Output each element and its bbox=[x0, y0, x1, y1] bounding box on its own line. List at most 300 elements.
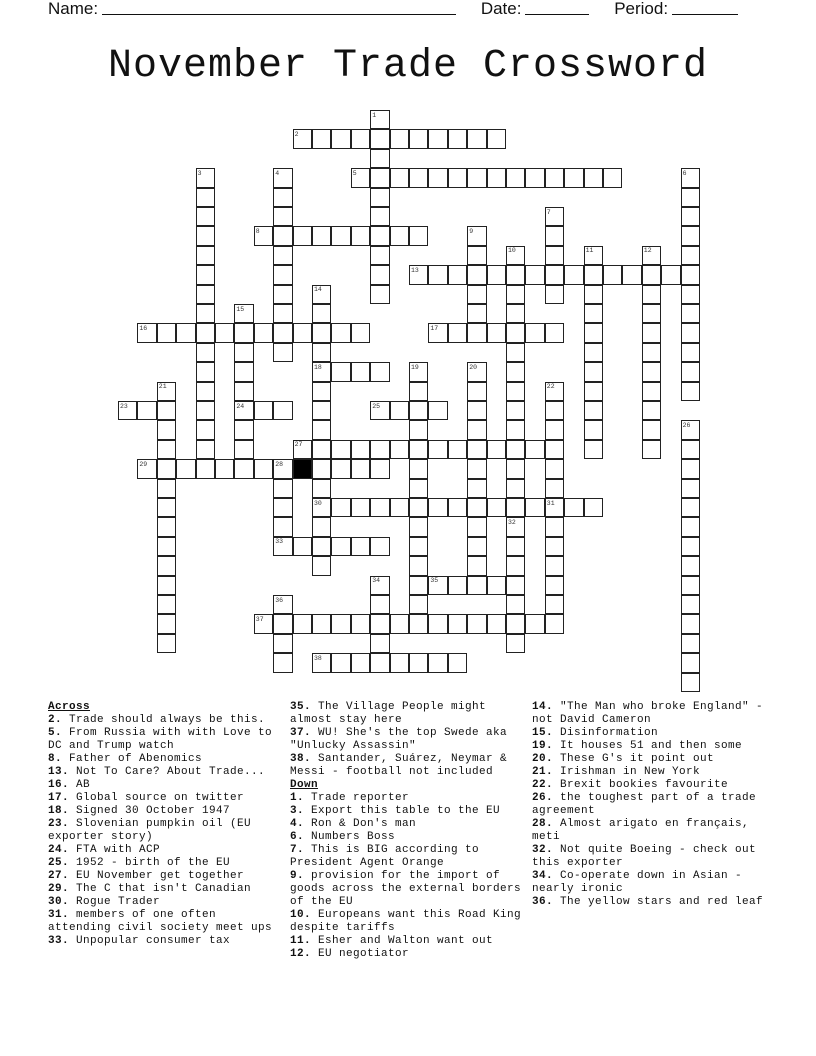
clue-item bbox=[290, 753, 526, 779]
clue-item bbox=[532, 753, 768, 766]
grid-cell[interactable] bbox=[428, 168, 447, 187]
grid-cell[interactable] bbox=[293, 226, 312, 245]
grid-cell[interactable] bbox=[312, 479, 331, 498]
grid-cell[interactable] bbox=[157, 634, 176, 653]
grid-cell[interactable] bbox=[273, 401, 292, 420]
grid-cell[interactable] bbox=[603, 168, 622, 187]
grid-cell[interactable] bbox=[642, 323, 661, 342]
grid-cell[interactable] bbox=[390, 440, 409, 459]
grid-cell[interactable] bbox=[157, 498, 176, 517]
grid-cell[interactable] bbox=[525, 498, 544, 517]
grid-cell[interactable] bbox=[681, 323, 700, 342]
grid-cell[interactable] bbox=[351, 537, 370, 556]
grid-cell[interactable] bbox=[409, 168, 428, 187]
grid-cell[interactable] bbox=[409, 459, 428, 478]
grid-cell[interactable] bbox=[370, 226, 389, 245]
grid-cell[interactable] bbox=[157, 556, 176, 575]
grid-cell[interactable] bbox=[448, 498, 467, 517]
grid-cell[interactable] bbox=[409, 556, 428, 575]
grid-cell[interactable] bbox=[370, 207, 389, 226]
grid-cell[interactable] bbox=[487, 323, 506, 342]
grid-cell[interactable] bbox=[273, 226, 292, 245]
grid-cell[interactable] bbox=[467, 265, 486, 284]
grid-cell[interactable] bbox=[642, 382, 661, 401]
grid-cell[interactable] bbox=[351, 653, 370, 672]
grid-cell[interactable] bbox=[681, 537, 700, 556]
grid-cell[interactable] bbox=[487, 498, 506, 517]
grid-cell[interactable] bbox=[642, 265, 661, 284]
grid-cell[interactable] bbox=[409, 517, 428, 536]
clue-item bbox=[532, 844, 768, 870]
grid-cell[interactable] bbox=[681, 440, 700, 459]
grid-cell[interactable] bbox=[196, 440, 215, 459]
grid-cell[interactable] bbox=[370, 537, 389, 556]
grid-cell[interactable] bbox=[312, 304, 331, 323]
grid-cell[interactable] bbox=[370, 246, 389, 265]
clue-item-number: 27. bbox=[48, 870, 70, 882]
grid-cell[interactable] bbox=[467, 420, 486, 439]
grid-cell[interactable] bbox=[331, 653, 350, 672]
grid-cell[interactable] bbox=[642, 343, 661, 362]
grid-cell[interactable] bbox=[661, 265, 680, 284]
grid-cell[interactable] bbox=[467, 440, 486, 459]
grid-cell[interactable] bbox=[157, 517, 176, 536]
grid-cell[interactable] bbox=[564, 265, 583, 284]
grid-cell[interactable] bbox=[681, 556, 700, 575]
clue-item-number: 22. bbox=[532, 779, 554, 791]
grid-cell[interactable] bbox=[467, 556, 486, 575]
grid-cell[interactable] bbox=[467, 168, 486, 187]
grid-cell[interactable] bbox=[681, 362, 700, 381]
grid-cell[interactable] bbox=[467, 323, 486, 342]
grid-cell[interactable] bbox=[467, 517, 486, 536]
grid-cell[interactable] bbox=[273, 246, 292, 265]
grid-cell[interactable] bbox=[448, 653, 467, 672]
grid-cell[interactable] bbox=[370, 129, 389, 148]
grid-cell[interactable] bbox=[331, 129, 350, 148]
grid-cell[interactable] bbox=[254, 323, 273, 342]
grid-cell[interactable] bbox=[506, 537, 525, 556]
grid-cell[interactable] bbox=[525, 265, 544, 284]
grid-cell[interactable] bbox=[273, 265, 292, 284]
grid-cell[interactable] bbox=[506, 498, 525, 517]
grid-cell[interactable] bbox=[428, 440, 447, 459]
grid-cell[interactable] bbox=[312, 459, 331, 478]
grid-cell[interactable] bbox=[545, 595, 564, 614]
grid-cell[interactable] bbox=[642, 420, 661, 439]
grid-cell[interactable] bbox=[681, 576, 700, 595]
grid-cell[interactable] bbox=[273, 323, 292, 342]
grid-cell[interactable] bbox=[681, 479, 700, 498]
grid-cell[interactable] bbox=[642, 401, 661, 420]
clue-item-number: 20. bbox=[532, 753, 554, 765]
grid-cell[interactable] bbox=[351, 459, 370, 478]
grid-cell[interactable] bbox=[176, 459, 195, 478]
grid-cell[interactable] bbox=[506, 323, 525, 342]
grid-cell[interactable] bbox=[312, 440, 331, 459]
grid-cell[interactable] bbox=[215, 459, 234, 478]
grid-cell[interactable] bbox=[196, 343, 215, 362]
grid-cell[interactable] bbox=[506, 343, 525, 362]
grid-cell[interactable] bbox=[525, 614, 544, 633]
grid-cell[interactable] bbox=[584, 498, 603, 517]
grid-cell[interactable] bbox=[525, 323, 544, 342]
grid-cell[interactable] bbox=[312, 129, 331, 148]
grid-cell[interactable] bbox=[312, 401, 331, 420]
grid-cell[interactable] bbox=[351, 440, 370, 459]
grid-cell[interactable] bbox=[681, 343, 700, 362]
grid-cell[interactable] bbox=[157, 537, 176, 556]
grid-cell[interactable] bbox=[545, 440, 564, 459]
grid-cell[interactable] bbox=[428, 129, 447, 148]
grid-cell[interactable] bbox=[584, 440, 603, 459]
grid-cell[interactable] bbox=[545, 226, 564, 245]
grid-cell[interactable] bbox=[467, 614, 486, 633]
grid-cell[interactable] bbox=[584, 420, 603, 439]
grid-cell[interactable] bbox=[331, 362, 350, 381]
grid-cell[interactable] bbox=[603, 265, 622, 284]
grid-cell[interactable] bbox=[390, 129, 409, 148]
grid-cell[interactable] bbox=[409, 595, 428, 614]
grid-cell[interactable] bbox=[273, 517, 292, 536]
grid-cell[interactable] bbox=[409, 479, 428, 498]
grid-cell[interactable] bbox=[564, 168, 583, 187]
grid-cell[interactable] bbox=[584, 285, 603, 304]
grid-cell[interactable] bbox=[487, 576, 506, 595]
grid-cell[interactable] bbox=[351, 323, 370, 342]
grid-cell[interactable] bbox=[273, 304, 292, 323]
grid-cell[interactable] bbox=[506, 479, 525, 498]
grid-cell[interactable] bbox=[467, 246, 486, 265]
grid-cell[interactable] bbox=[545, 168, 564, 187]
grid-cell[interactable] bbox=[681, 517, 700, 536]
grid-cell[interactable] bbox=[448, 323, 467, 342]
grid-cell[interactable] bbox=[370, 265, 389, 284]
grid-cell[interactable] bbox=[506, 362, 525, 381]
grid-cell[interactable] bbox=[157, 323, 176, 342]
grid-cell[interactable] bbox=[545, 459, 564, 478]
grid-cell[interactable] bbox=[312, 226, 331, 245]
grid-cell[interactable] bbox=[681, 382, 700, 401]
grid-cell[interactable] bbox=[351, 614, 370, 633]
grid-cell[interactable] bbox=[409, 440, 428, 459]
grid-cell[interactable] bbox=[234, 343, 253, 362]
grid-cell[interactable] bbox=[506, 459, 525, 478]
grid-cell[interactable] bbox=[409, 420, 428, 439]
grid-cell[interactable] bbox=[273, 498, 292, 517]
grid-cell[interactable] bbox=[506, 285, 525, 304]
grid-cell[interactable] bbox=[157, 420, 176, 439]
grid-cell[interactable] bbox=[545, 614, 564, 633]
grid-cell[interactable] bbox=[196, 207, 215, 226]
grid-cell[interactable] bbox=[681, 226, 700, 245]
grid-cell[interactable] bbox=[157, 576, 176, 595]
grid-cell[interactable] bbox=[409, 614, 428, 633]
grid-cell[interactable] bbox=[584, 343, 603, 362]
clue-item-text: EU November get together bbox=[69, 870, 245, 882]
grid-cell[interactable] bbox=[157, 479, 176, 498]
grid-cell[interactable] bbox=[370, 188, 389, 207]
grid-cell[interactable] bbox=[157, 459, 176, 478]
grid-cell[interactable] bbox=[234, 420, 253, 439]
grid-cell[interactable] bbox=[428, 498, 447, 517]
grid-cell[interactable] bbox=[467, 537, 486, 556]
clue-item-text: It houses 51 and then some bbox=[553, 740, 743, 752]
grid-cell[interactable] bbox=[157, 595, 176, 614]
grid-cell[interactable] bbox=[312, 537, 331, 556]
grid-cell[interactable] bbox=[196, 304, 215, 323]
grid-cell[interactable] bbox=[370, 653, 389, 672]
grid-cell[interactable] bbox=[584, 304, 603, 323]
grid-cell[interactable] bbox=[467, 479, 486, 498]
grid-cell[interactable] bbox=[545, 479, 564, 498]
grid-cell[interactable] bbox=[681, 459, 700, 478]
grid-cell[interactable] bbox=[196, 401, 215, 420]
grid-cell[interactable] bbox=[273, 614, 292, 633]
grid-cell[interactable] bbox=[312, 556, 331, 575]
grid-cell[interactable] bbox=[293, 614, 312, 633]
grid-cell[interactable] bbox=[428, 265, 447, 284]
grid-cell[interactable] bbox=[681, 246, 700, 265]
grid-cell[interactable] bbox=[409, 226, 428, 245]
clue-item-number: 1. bbox=[290, 792, 305, 804]
grid-cell[interactable] bbox=[467, 459, 486, 478]
grid-cell[interactable] bbox=[506, 168, 525, 187]
grid-cell[interactable] bbox=[487, 440, 506, 459]
grid-cell[interactable] bbox=[312, 517, 331, 536]
grid-cell[interactable] bbox=[428, 614, 447, 633]
grid-cell[interactable] bbox=[351, 498, 370, 517]
grid-cell[interactable] bbox=[331, 537, 350, 556]
grid-cell[interactable] bbox=[467, 382, 486, 401]
grid-cell[interactable] bbox=[273, 285, 292, 304]
grid-cell[interactable] bbox=[196, 323, 215, 342]
grid-cell[interactable] bbox=[234, 440, 253, 459]
grid-cell[interactable] bbox=[370, 498, 389, 517]
grid-cell[interactable] bbox=[467, 498, 486, 517]
grid-cell[interactable] bbox=[545, 246, 564, 265]
grid-cell[interactable] bbox=[545, 265, 564, 284]
grid-cell[interactable] bbox=[681, 673, 700, 692]
grid-cell[interactable] bbox=[681, 304, 700, 323]
grid-cell[interactable] bbox=[312, 420, 331, 439]
grid-cell[interactable] bbox=[215, 323, 234, 342]
grid-cell[interactable] bbox=[370, 362, 389, 381]
clue-item bbox=[290, 701, 526, 727]
grid-cell[interactable] bbox=[370, 595, 389, 614]
grid-cell[interactable] bbox=[234, 382, 253, 401]
grid-cell[interactable] bbox=[196, 226, 215, 245]
grid-cell[interactable] bbox=[584, 362, 603, 381]
grid-cell[interactable] bbox=[273, 188, 292, 207]
grid-cell[interactable] bbox=[448, 265, 467, 284]
grid-cell[interactable] bbox=[351, 362, 370, 381]
grid-cell[interactable] bbox=[545, 323, 564, 342]
grid-cell[interactable] bbox=[176, 323, 195, 342]
grid-cell[interactable] bbox=[370, 149, 389, 168]
grid-cell[interactable] bbox=[331, 440, 350, 459]
grid-cell[interactable] bbox=[642, 285, 661, 304]
grid-cell[interactable] bbox=[584, 265, 603, 284]
grid-cell[interactable] bbox=[390, 401, 409, 420]
grid-cell[interactable] bbox=[545, 401, 564, 420]
grid-cell[interactable] bbox=[525, 440, 544, 459]
grid-cell[interactable] bbox=[545, 285, 564, 304]
grid-cell[interactable] bbox=[622, 265, 641, 284]
grid-cell[interactable] bbox=[467, 129, 486, 148]
grid-cell[interactable] bbox=[642, 362, 661, 381]
grid-cell[interactable] bbox=[467, 304, 486, 323]
grid-cell[interactable] bbox=[487, 129, 506, 148]
grid-cell[interactable] bbox=[370, 168, 389, 187]
grid-cell[interactable] bbox=[390, 226, 409, 245]
grid-cell[interactable] bbox=[196, 246, 215, 265]
grid-cell[interactable] bbox=[196, 285, 215, 304]
grid-cell[interactable] bbox=[273, 634, 292, 653]
grid-cell[interactable] bbox=[331, 323, 350, 342]
grid-cell[interactable] bbox=[254, 401, 273, 420]
grid-cell[interactable] bbox=[196, 265, 215, 284]
grid-cell[interactable] bbox=[506, 401, 525, 420]
grid-cell[interactable] bbox=[390, 168, 409, 187]
grid-cell[interactable] bbox=[506, 614, 525, 633]
grid-cell[interactable] bbox=[506, 556, 525, 575]
grid-cell[interactable] bbox=[506, 595, 525, 614]
grid-cell[interactable] bbox=[584, 401, 603, 420]
grid-cell[interactable] bbox=[681, 207, 700, 226]
grid-cell[interactable] bbox=[409, 653, 428, 672]
grid-cell[interactable] bbox=[390, 498, 409, 517]
grid-cell[interactable] bbox=[331, 614, 350, 633]
grid-cell[interactable] bbox=[351, 129, 370, 148]
grid-cell[interactable] bbox=[584, 382, 603, 401]
grid-cell[interactable] bbox=[157, 614, 176, 633]
grid-cell[interactable] bbox=[545, 517, 564, 536]
grid-cell[interactable] bbox=[312, 343, 331, 362]
grid-cell[interactable] bbox=[254, 459, 273, 478]
grid-cell[interactable] bbox=[351, 226, 370, 245]
clue-item bbox=[48, 805, 284, 818]
grid-cell[interactable] bbox=[370, 285, 389, 304]
grid-cell[interactable] bbox=[196, 382, 215, 401]
grid-cell[interactable] bbox=[234, 362, 253, 381]
grid-cell[interactable] bbox=[273, 343, 292, 362]
grid-cell[interactable] bbox=[409, 537, 428, 556]
grid-cell[interactable] bbox=[409, 498, 428, 517]
grid-cell[interactable] bbox=[448, 576, 467, 595]
grid-cell[interactable] bbox=[157, 440, 176, 459]
grid-cell[interactable] bbox=[681, 498, 700, 517]
clue-number: 14 bbox=[314, 286, 322, 294]
grid-cell[interactable] bbox=[681, 614, 700, 633]
grid-cell[interactable] bbox=[564, 498, 583, 517]
clue-number: 37 bbox=[255, 615, 264, 623]
grid-cell[interactable] bbox=[293, 537, 312, 556]
grid-cell[interactable] bbox=[545, 556, 564, 575]
grid-cell[interactable] bbox=[312, 323, 331, 342]
grid-cell[interactable] bbox=[293, 323, 312, 342]
grid-cell[interactable] bbox=[370, 614, 389, 633]
grid-cell[interactable] bbox=[370, 459, 389, 478]
grid-cell[interactable] bbox=[196, 459, 215, 478]
grid-cell[interactable] bbox=[409, 382, 428, 401]
clue-item-text: Disinformation bbox=[553, 727, 659, 739]
grid-cell[interactable] bbox=[370, 634, 389, 653]
grid-cell[interactable] bbox=[196, 362, 215, 381]
grid-cell[interactable] bbox=[428, 401, 447, 420]
clue-number: 7 bbox=[546, 208, 551, 216]
grid-cell[interactable] bbox=[273, 479, 292, 498]
grid-cell[interactable] bbox=[370, 440, 389, 459]
grid-cell[interactable] bbox=[506, 382, 525, 401]
grid-cell[interactable] bbox=[506, 420, 525, 439]
grid-cell[interactable] bbox=[681, 634, 700, 653]
grid-cell[interactable] bbox=[331, 459, 350, 478]
grid-cell[interactable] bbox=[331, 498, 350, 517]
grid-cell[interactable] bbox=[234, 323, 253, 342]
grid-cell[interactable] bbox=[409, 129, 428, 148]
grid-cell[interactable] bbox=[506, 265, 525, 284]
grid-cell[interactable] bbox=[642, 440, 661, 459]
grid-cell[interactable] bbox=[681, 265, 700, 284]
grid-cell[interactable] bbox=[196, 420, 215, 439]
grid-cell[interactable] bbox=[506, 634, 525, 653]
grid-cell[interactable] bbox=[467, 401, 486, 420]
grid-cell[interactable] bbox=[137, 401, 156, 420]
grid-cell[interactable] bbox=[448, 168, 467, 187]
grid-cell[interactable] bbox=[428, 653, 447, 672]
grid-cell[interactable] bbox=[448, 440, 467, 459]
grid-cell[interactable] bbox=[525, 168, 544, 187]
grid-cell[interactable] bbox=[487, 265, 506, 284]
grid-cell[interactable] bbox=[196, 188, 215, 207]
grid-cell[interactable] bbox=[681, 595, 700, 614]
grid-cell[interactable] bbox=[681, 653, 700, 672]
grid-cell[interactable] bbox=[273, 207, 292, 226]
grid-cell[interactable] bbox=[642, 304, 661, 323]
grid-cell[interactable] bbox=[390, 614, 409, 633]
grid-cell[interactable] bbox=[467, 285, 486, 304]
grid-cell[interactable] bbox=[545, 537, 564, 556]
grid-cell[interactable] bbox=[409, 401, 428, 420]
grid-cell[interactable] bbox=[234, 459, 253, 478]
grid-cell[interactable] bbox=[506, 304, 525, 323]
grid-cell[interactable] bbox=[157, 401, 176, 420]
grid-cell[interactable] bbox=[681, 188, 700, 207]
clue-item-number: 36. bbox=[532, 896, 554, 908]
grid-cell[interactable] bbox=[390, 653, 409, 672]
grid-cell[interactable] bbox=[506, 576, 525, 595]
clue-item-number: 9. bbox=[290, 870, 305, 882]
grid-cell[interactable] bbox=[545, 420, 564, 439]
grid-cell[interactable] bbox=[409, 576, 428, 595]
grid-cell[interactable] bbox=[331, 226, 350, 245]
grid-cell[interactable] bbox=[273, 653, 292, 672]
clue-number: 11 bbox=[585, 247, 594, 255]
grid-cell[interactable] bbox=[312, 614, 331, 633]
grid-cell[interactable] bbox=[448, 614, 467, 633]
grid-cell[interactable] bbox=[312, 382, 331, 401]
grid-cell[interactable] bbox=[487, 614, 506, 633]
grid-cell[interactable] bbox=[584, 168, 603, 187]
grid-cell[interactable] bbox=[584, 323, 603, 342]
grid-cell[interactable] bbox=[545, 576, 564, 595]
grid-cell[interactable] bbox=[448, 129, 467, 148]
grid-cell[interactable] bbox=[467, 576, 486, 595]
grid-cell[interactable] bbox=[506, 440, 525, 459]
grid-cell[interactable] bbox=[487, 168, 506, 187]
grid-cell[interactable] bbox=[681, 285, 700, 304]
